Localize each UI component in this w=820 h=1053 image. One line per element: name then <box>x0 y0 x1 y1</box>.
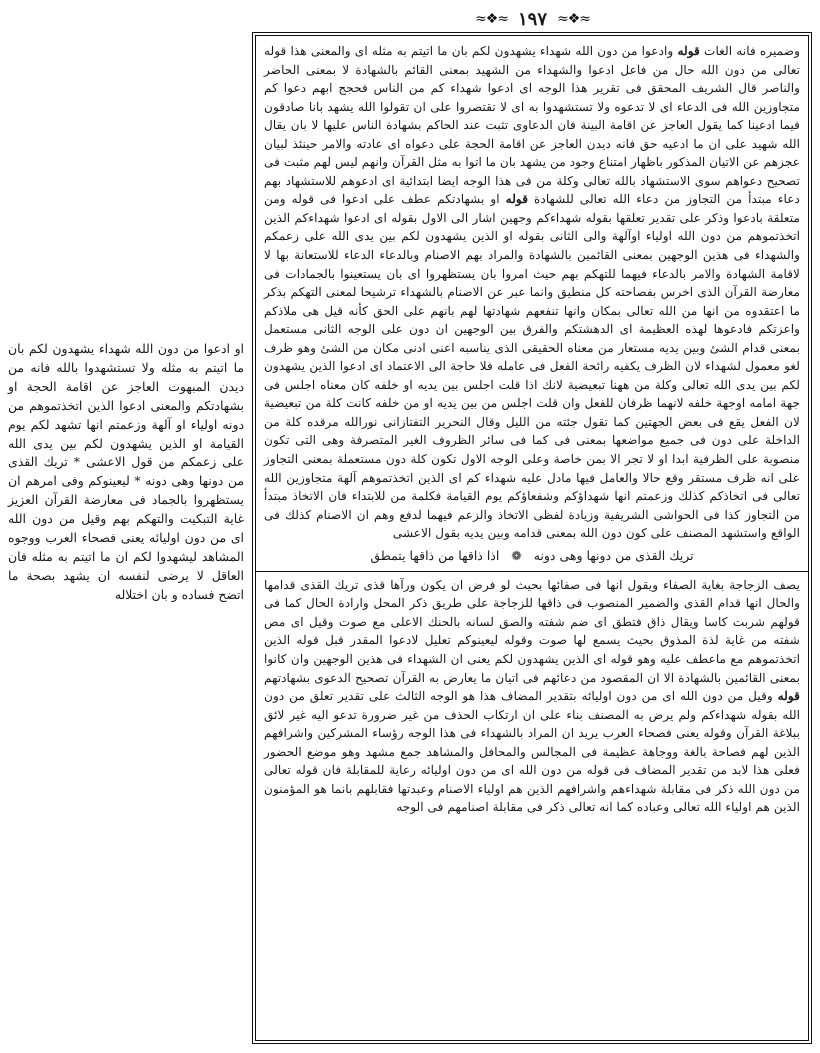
section1-quote-2: او بشهادتكم <box>431 192 506 207</box>
main-text-body <box>255 35 809 1041</box>
commentary-section-1 <box>264 42 800 543</box>
keyword-qawluhu-1: قوله <box>677 44 700 58</box>
ornament-left-icon: ≈❖≈ <box>474 11 508 27</box>
section1-quote: وادعوا من دون الله شهداء يشهدون لكم بان ما اتيتم به مثله <box>367 44 678 58</box>
keyword-qawluhu-3: قوله <box>777 689 800 704</box>
margin-base-text: او ادعوا من دون الله شهداء يشهدون لكم بان ما اتيتم به مثله ولا تستشهدوا بالله فانه من ديدن المبهوت العاجز عن اقامة الحجة او بشهادتكم والمعنى ادعوا الذين اتخذتموهم من دونه اولياء او آلهة وزعمتم انها تشهد لكم يوم القيامة او الذين يشهدون لكم بين يدى الله على زعمكم من قول الاعشى * تريك القذى من دونها وهى دونه * ليعينوكم وفى امرهم ان يستظهروا بالجماد فى معارضة القرآن العزيز غاية التبكيت والتهكم بهم وقيل من دون الله اى من دون اوليائه يعنى فصحاء العرب ووجوه المشاهد ليشهدوا لكم ان ما اتيتم به مثله فان العاقل لا يرضى لنفسه ان يشهد بصحة ما اتضح فساده و بان اختلاله <box>8 341 244 602</box>
section2-body: يصف الزجاجة بغاية الصفاء ويقول انها فى صفائها بحيث لو فرض ان يكون ورآها قذى تريك القذى قدامها والحال انها قدام القذى والضمير المنصوب فى ذاقها للزجاجة على طريق ذكر المحل وارادة الحال كما فى قولهم شربت كاسا ويقال ذاق فتطق اى ضم شفته والصق لسانه بالحنك الاعلى مع صوت وقيل اى مص شفته من غاية لذة المذوق بحيث يسمع لها صوت وقوله ليعينوكم تعليل لادعوا المقدر قبل قوله الذين اتخذتموهم مع ماعطف عليه وهو قوله اى الذين يشهدون لكم يعنى ان الشهداء فى هذين الوجهين وان كانوا بمعنى القائمين بالشهادة الا ان المقصود من دعائهم فى اتيان ما يعارض به القرآن تصحيح الدعوى بشهادتهم <box>264 577 800 685</box>
commentary-section-2 <box>264 576 800 817</box>
page-header <box>250 8 815 30</box>
verse-hemistich-1: تريك القذى من دونها وهى دونه <box>533 547 694 563</box>
ornament-right-icon: ≈❖≈ <box>557 11 591 27</box>
section1-lead: وضميره فانه الغات <box>699 44 801 58</box>
keyword-qawluhu-2: قوله <box>505 192 529 207</box>
verse-hemistich-2: اذا ذاقها من ذاقها يتمطق <box>370 547 500 563</box>
main-text-frame <box>252 32 812 1044</box>
section2-body-2: بتقدير المضاف هذا هو الوجه الثالث على تقدير تعلق من دون الله بقوله شهداءكم ولم يرض به المصنف بناء على ان ارتكاب الحذف من غير ضرورة تدعو اليه غير لائق ببلاغة القرآن وقوله يعنى فصحاء العرب يريد ان المراد بالشهداء فى هذا الوجه رؤساء المشركين واشرافهم الذين لهم فصاحة بالغة ووجاهة عظيمة فى المجالس والمحافل والمشاهد جمع مشهد وهو موضع الحضور فعلى هذا لابد من تقدير المضاف فى قوله من دون الله اى من دون اوليائه رعاية للمقابلة فان قوله تعالى من دون الله ذكر فى مقابلة شهداءهم واشرافهم الذين هم اولياء الاصنام وعبدتها فقابلهم بانما هو المؤمنون الذين هم اولياء الله تعالى وعباده كما انه تعالى ذكر فى مقابلة اصنامهم فى الوجه <box>264 689 800 815</box>
poetry-verse: تريك القذى من دونها وهى دونه ❁ اذا ذاقها من ذاقها يتمطق <box>370 547 694 563</box>
section1-body: اى والمعنى هذا قوله تعالى من دون الله حال من فاعل ادعوا والشهداء من الشهيد بمعنى القائم بالشهادة لا بمعنى الحاضر والناصر قال الشريف المحقق فى تقرير هذا الوجه اى ادعوا شهداء كم من الناس فحجج ابهم دعوا كم متجاوزين الله فى الدعاء اى لا تدعوه ولا تستشهدوا به اى لا تقتصروا على ان تقولوا الله يشهد بانا صادقون فيما ادعينا كما يقول العاجز عن اقامة البينة فان الدعاوى تثبت عند الحاكم بشهادة الناس عليها لا بان يقال الله شهيد على ان ما ادعيه حق فانه ديدن العاجز عن اقامة الحجة على دعواه اى عادته والامر حينئذ لبيان عجزهم عن الاتيان المذكور باظهار امتناع وجود من يشهد بان ما اتوا به مثل القرآن وانهم ليس لهم مثبت فى تصحيح دعواهم سوى الاستشهاد بالله تعالى وكلة من فى هذا الوجه ايضا ابتدائية اى ادعوهم للاستشهاد بهم دعاء مبتدأ من التجاوز من دعاء الله تعالى للشهادة <box>264 44 800 207</box>
page-number: ١٩٧ <box>517 8 547 30</box>
section2-quote: وقيل من دون الله اى من دون اوليائه <box>576 689 778 704</box>
section-divider <box>256 571 808 572</box>
section1-body-2: عطف على ادعوا فى قوله ومن متعلقة بادعوا وذكر على تقدير تعلقها بقوله شهداءكم وجهين اشار الى الاول بقوله اى ادعوا شهداءكم الذين اتخذتموهم من دون الله اولياء اوآلهة والى الثانى بقوله او الذين يشهدون لكم بين يدى الله على زعمكم والشهداء فى هذين الوجهين بمعنى القائمين بالشهادة والمراد بهم الاصنام وبالدعاء الدعاء للاستعانة بها لا لاقامة الشهادة والامر بالدعاء فيهما للتهكم بهم حيث امروا بان يستظهروا اى بان يستعينوا بالجمادات فى معارضة القرآن الذى اخرس بفصاحته كل منطيق وانما عبر عن الاصنام بالشهداء ترشيحا لمعنى التهكم بذكر ما اعتقدوه من انها من الله تعالى بمكان وانها تنفعهم شهادتها لهم بانهم على الحق كأنه قيل هى ملاذكم واعزتكم فادعوها لهذه العظيمة اى الدهشتكم والفرق بين الوجهين ان دون على الوجه الثانى مستعمل بمعنى قدام الشئ وبين يديه مستعار من معناه الحقيقى الذى يناسبه اعنى ادنى مكان من الشئ وهو ظرف لغو معمول لشهداء لان الظرف يكفيه رائحة الفعل فى عامله فلا حاجة الى الاعتماد اى ادعوا الذين يشهدون لكم بين يدى الله تعالى وكلة من ههنا تبعيضية لانك اذا قلت اجلس بين يديه او خلفه كان معناه اجلس فى جهة امامه اوجهة خلفه لانهما ظرفان للفعل وان قلت اجلس من بين يديه او من خلفه كانت كلة من تبعيضية لان الفعل يقع فى بعض الجهتين كما تقول جئته من الليل وقال النحرير التفتازانى نورالله مرقده كلة من الداخلة على دون فى جميع مواضعها بمعنى فى كما فى سائر الظروف الغير المتصرفة وهى التى تكون منصوبة على الظرفية ابدا او لا تجر الا بمن خاصة وعلى الوجه الاول تكون كلة دون مستعملة بمعنى التجاوز على انه ظرف مستقر وقع حالا والعامل فيها مادل عليه شهداء كم اى الذين اتخذتموهم آلهة متجاوزين الله تعالى فى اتخاذكم كذلك وزعمتم انها شهداؤكم وشفعاؤكم يوم القيامة فكلمة من للابتداء فان الاتخاذ مبتدأ من التجاوز كذا فى الحواشى الشريفية وزيادة لفظى الاتخاذ والزعم فيهما لدفع وهم ان الاصنام كذلك فى الواقع واستشهد المصنف على كون دون الله بمعنى قدامه وبين يديه بقول الاعشى <box>264 192 800 541</box>
